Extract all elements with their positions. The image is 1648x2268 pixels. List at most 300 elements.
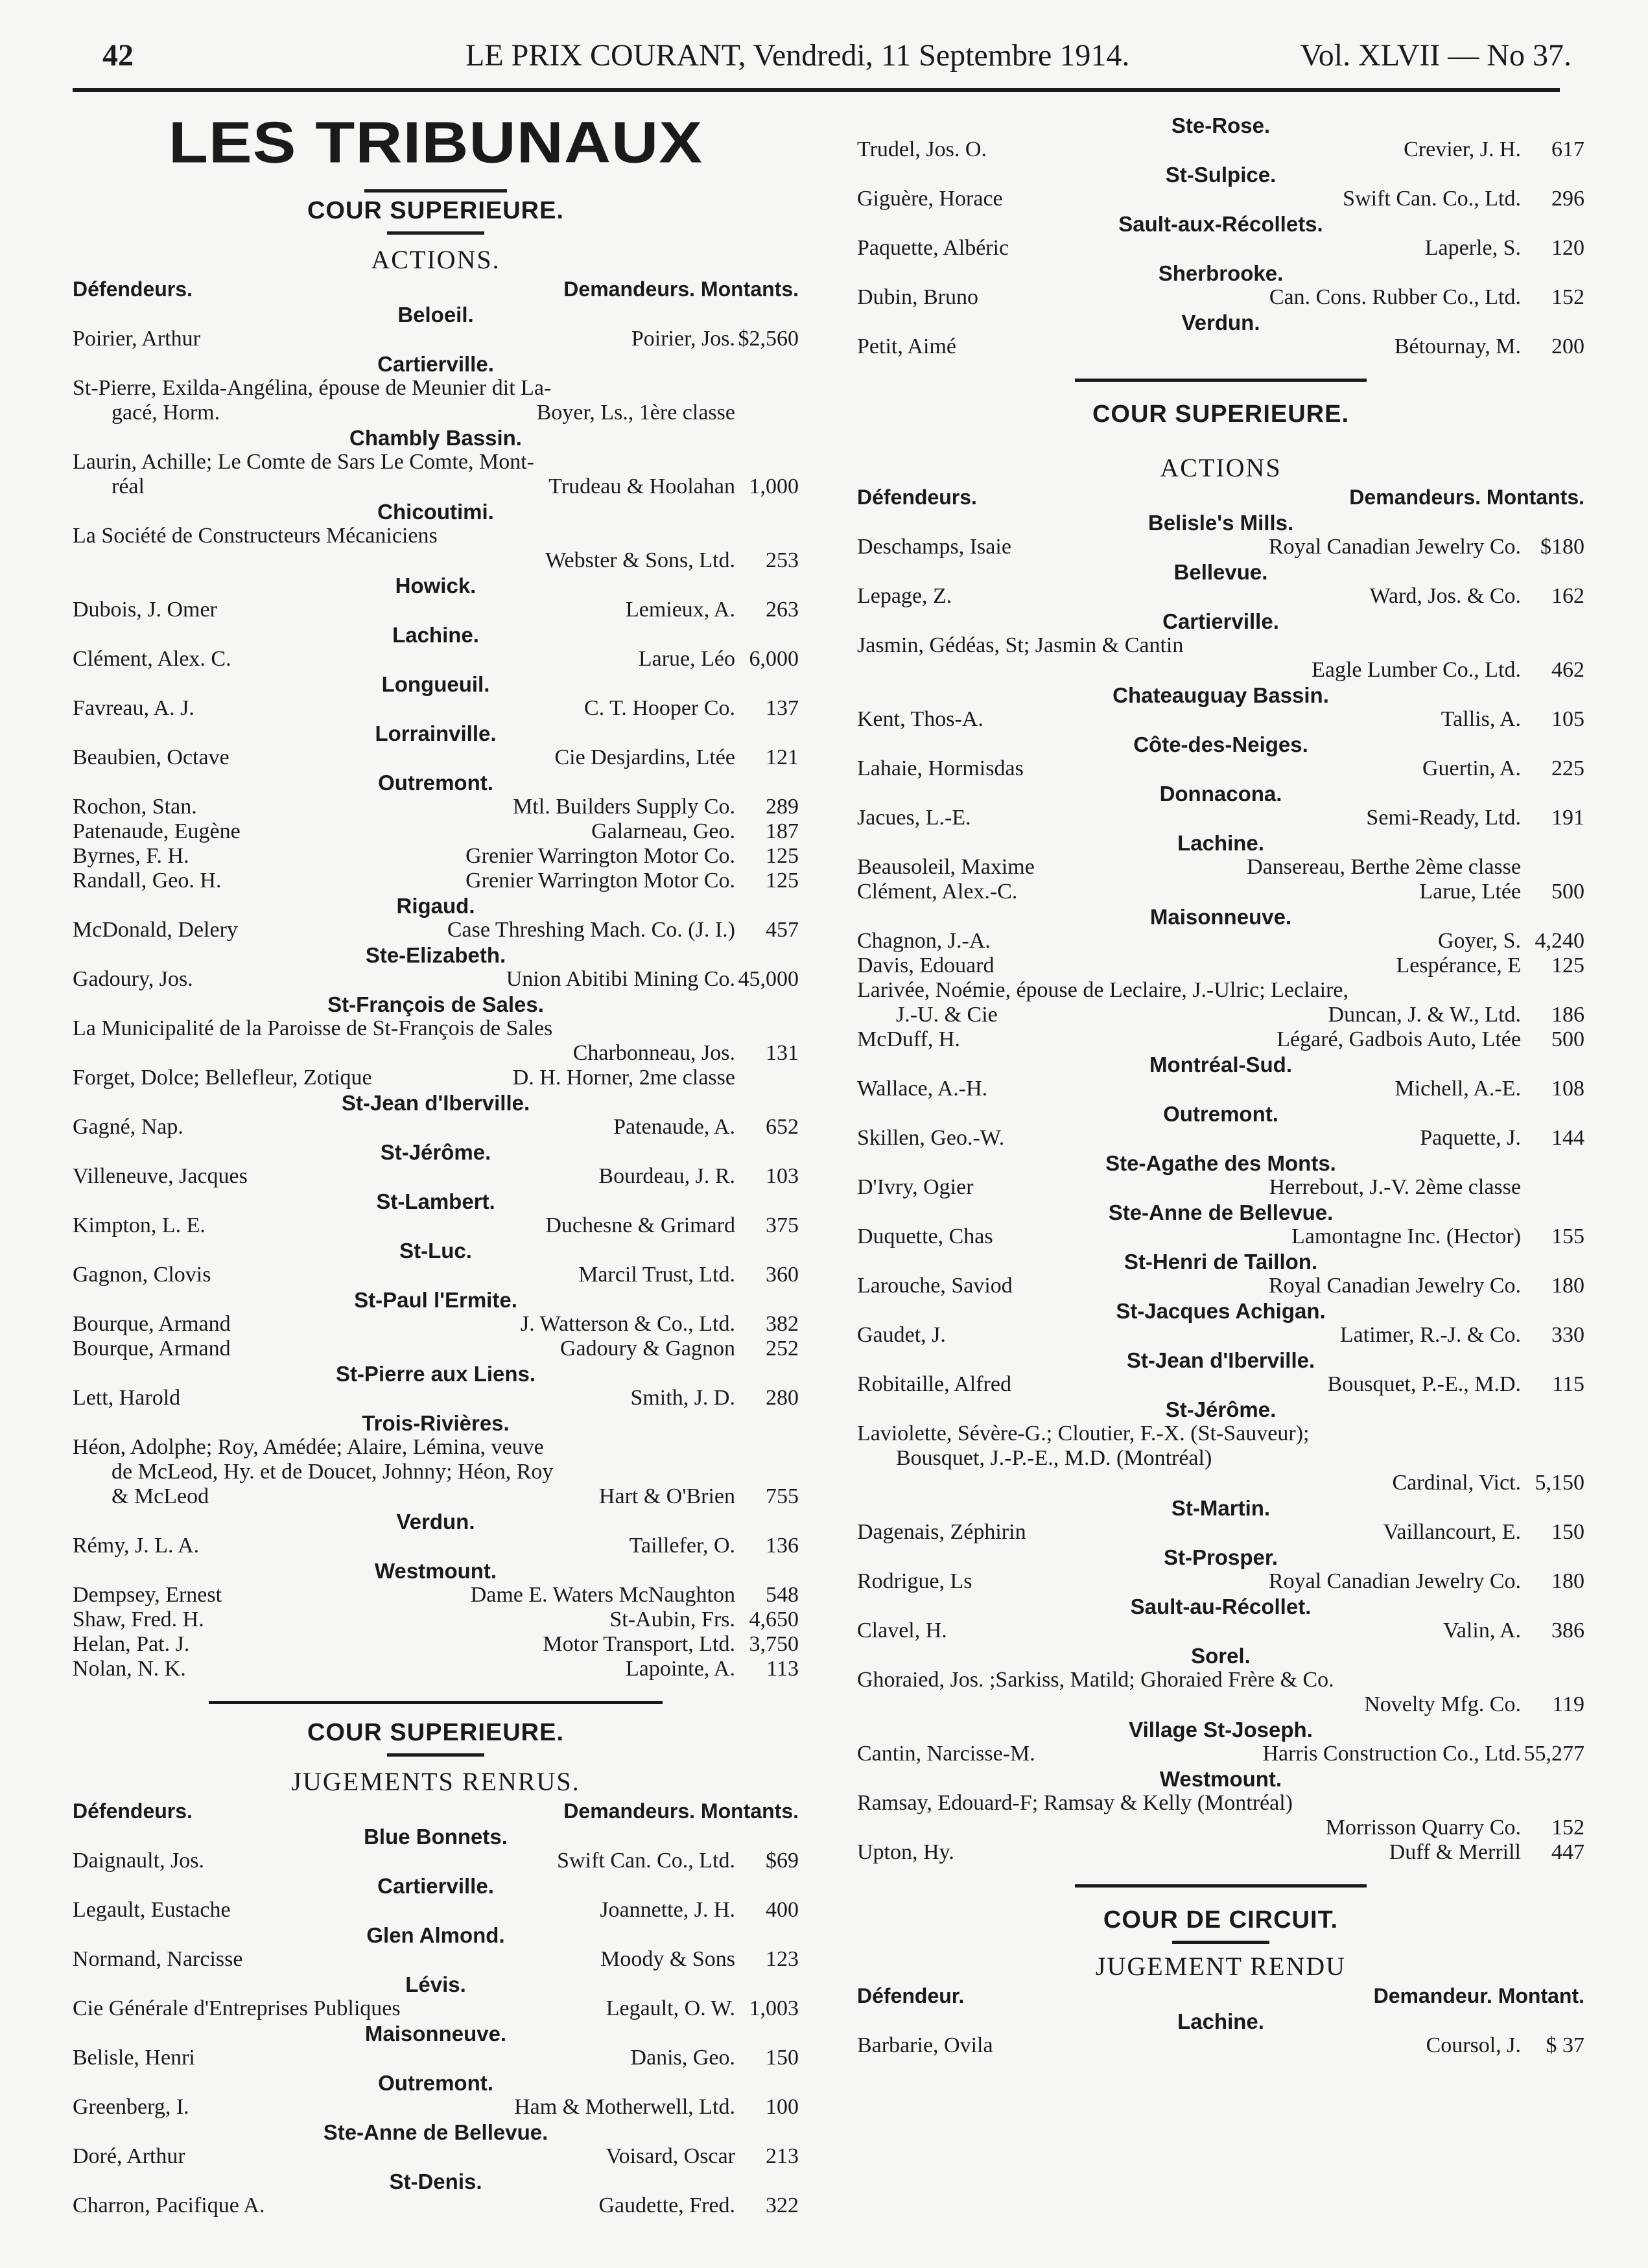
publication-title: LE PRIX COURANT, Vendredi, 11 Septembre 1914. [465, 38, 1130, 73]
entry-wrapped [849, 633, 1592, 658]
place-heading: Ste-Rose. [1171, 113, 1271, 137]
place-heading: Lachine. [392, 623, 479, 647]
plaintiff-name: Semi-Ready, Ltd. [1366, 806, 1521, 830]
amount: 4,650 [749, 1607, 799, 1631]
defendant-name: Clavel, H. [857, 1619, 947, 1643]
defendant-name: McDuff, H. [857, 1027, 960, 1051]
entry-line [65, 1337, 806, 1361]
plaintiff-name: Swift Can. Co., Ltd. [1343, 187, 1521, 211]
defendant-name: gacé, Horm. [112, 401, 220, 425]
plaintiff-name: Can. Cons. Rubber Co., Ltd. [1269, 285, 1521, 309]
amount: 1,000 [749, 474, 799, 498]
amount: 155 [1551, 1224, 1584, 1248]
defendant-name: Trudel, Jos. O. [857, 137, 987, 161]
amount: $2,560 [738, 327, 799, 351]
plaintiffs-amounts-header: Demandeurs. Montants. [563, 1799, 799, 1823]
place-heading: Ste-Anne de Bellevue. [1108, 1200, 1334, 1224]
entry-line [65, 598, 806, 622]
left-column [65, 91, 806, 2218]
plaintiff-name: Légaré, Gadbois Auto, Ltée [1277, 1027, 1521, 1051]
place-heading: Montréal-Sud. [1149, 1053, 1292, 1077]
entry-line [849, 806, 1592, 830]
actions-list [849, 511, 1592, 1865]
entry-line [65, 967, 806, 992]
plaintiff-name: Duchesne & Grimard [545, 1213, 735, 1237]
defendant-name: Shaw, Fred. H. [73, 1607, 204, 1631]
defendant-name: & McLeod [112, 1484, 209, 1508]
amount: 152 [1551, 285, 1584, 309]
defendant-name: Paquette, Albéric [857, 236, 1009, 260]
place-heading: Lachine. [1177, 831, 1264, 855]
place-heading: St-Luc. [399, 1239, 472, 1263]
plaintiff-name: Charbonneau, Jos. [572, 1041, 735, 1065]
defendant-line: Laurin, Achille; Le Comte de Sars Le Comte, Mont- [73, 450, 534, 474]
entry-line [65, 1213, 806, 1238]
defendant-name: Petit, Aimé [857, 334, 956, 358]
amount: 280 [766, 1386, 799, 1410]
entry-line [65, 1115, 806, 1140]
defendants-header: Défendeurs. [73, 277, 193, 301]
plaintiff-name: Tallis, A. [1441, 707, 1521, 731]
defendant-name: Daignault, Jos. [73, 1849, 205, 1873]
amount: 136 [766, 1534, 799, 1558]
entry-line [849, 1816, 1592, 1840]
entry-line [849, 855, 1592, 880]
defendant-name: réal [112, 474, 145, 498]
amount: 180 [1551, 1569, 1584, 1593]
amount: 360 [766, 1263, 799, 1287]
amount: 462 [1551, 658, 1584, 682]
defendant-name: Gaudet, J. [857, 1323, 946, 1347]
defendant-name: Charron, Pacifique A. [73, 2193, 265, 2217]
amount: 150 [766, 2046, 799, 2070]
defendant-name: Villeneuve, Jacques [73, 1164, 248, 1188]
amount: 457 [766, 918, 799, 942]
defendant-line: La Municipalité de la Paroisse de St-François de Sales [73, 1016, 553, 1040]
place-heading: Sherbrooke. [1158, 261, 1284, 285]
place-heading: St-Pierre aux Liens. [335, 1362, 536, 1386]
place-heading: Chateauguay Bassin. [1112, 683, 1329, 707]
defendant-name: Kent, Thos-A. [857, 707, 983, 731]
plaintiff-name: St-Aubin, Frs. [609, 1607, 735, 1631]
defendant-name: Gagné, Nap. [73, 1115, 183, 1139]
place-heading: Outremont. [378, 2071, 493, 2095]
place-heading: St-Jérôme. [380, 1140, 491, 1164]
defendant-line: Jasmin, Gédéas, St; Jasmin & Cantin [857, 633, 1184, 657]
defendant-name: Gagnon, Clovis [73, 1263, 211, 1287]
defendant-name: Chagnon, J.-A. [857, 929, 991, 953]
amount: 150 [1551, 1520, 1584, 1544]
amount: 225 [1551, 756, 1584, 780]
entry-line [849, 1003, 1592, 1027]
plaintiff-name: Bousquet, P.-E., M.D. [1327, 1372, 1521, 1396]
amount: 180 [1551, 1274, 1584, 1298]
plaintiff-name: Galarneau, Geo. [591, 819, 735, 843]
entry-line [65, 1066, 806, 1090]
place-heading: Howick. [395, 574, 477, 598]
defendant-name: Cantin, Narcisse-M. [857, 1742, 1035, 1766]
section-heading: COUR SUPERIEURE. [307, 197, 565, 224]
defendant-name: D'Ivry, Ogier [857, 1175, 974, 1199]
place-heading: Outremont. [378, 771, 493, 795]
actions-list [65, 303, 806, 1681]
amount: 289 [766, 795, 799, 819]
place-heading: Cartierville. [377, 352, 494, 376]
defendant-header: Défendeur. [857, 1984, 965, 2007]
amount: 5,150 [1535, 1471, 1584, 1495]
amount: 755 [766, 1484, 799, 1508]
heading-rule [387, 231, 484, 235]
place-heading: St-Henri de Taillon. [1124, 1250, 1318, 1274]
entry-line [849, 236, 1592, 261]
place-heading: Beloeil. [397, 303, 474, 327]
plaintiff-name: Duff & Merrill [1389, 1840, 1521, 1864]
amount: $ 37 [1546, 2033, 1584, 2057]
plaintiff-name: Joannette, J. H. [600, 1898, 735, 1922]
amount: 386 [1551, 1619, 1584, 1643]
entry-line [849, 1520, 1592, 1545]
section-heading: COUR DE CIRCUIT. [1103, 1906, 1339, 1934]
place-heading: Cartierville. [377, 1874, 494, 1898]
place-heading: Cartierville. [1162, 609, 1279, 633]
plaintiff-name: Lamontagne Inc. (Hector) [1291, 1224, 1521, 1248]
entry-line [65, 401, 806, 425]
entry-line [849, 1791, 1592, 1816]
page-number: 42 [102, 38, 134, 73]
defendant-name: Lepage, Z. [857, 584, 952, 608]
amount: 4,240 [1535, 929, 1584, 953]
plaintiff-name: Novelty Mfg. Co. [1364, 1692, 1521, 1716]
plaintiff-name: Smith, J. D. [630, 1386, 735, 1410]
amount: 115 [1552, 1372, 1584, 1396]
amount: 162 [1551, 584, 1584, 608]
amount: 119 [1552, 1692, 1584, 1716]
defendant-name: Wallace, A.-H. [857, 1077, 988, 1101]
section-subheading: JUGEMENT RENDU [1095, 1952, 1347, 1981]
amount: 447 [1551, 1840, 1584, 1864]
entry-line [65, 474, 806, 499]
amount: 187 [766, 819, 799, 843]
plaintiff-name: Guertin, A. [1422, 756, 1521, 780]
amount: 375 [766, 1213, 799, 1237]
entry-line [65, 1632, 806, 1657]
defendant-name: Normand, Narcisse [73, 1947, 243, 1971]
column-headers [849, 484, 1592, 510]
entry-wrapped [65, 376, 806, 401]
amount: 125 [766, 844, 799, 868]
entry-line [849, 2033, 1592, 2058]
plaintiff-name: Royal Canadian Jewelry Co. [1268, 535, 1521, 559]
defendants-header: Défendeurs. [73, 1799, 193, 1823]
amount: 252 [766, 1337, 799, 1361]
plaintiff-name: Lemieux, A. [625, 598, 735, 622]
plaintiff-name: Goyer, S. [1437, 929, 1521, 953]
entry-line [65, 1849, 806, 1873]
entry-line [65, 647, 806, 672]
circuit-judgment-list [849, 2010, 1592, 2058]
place-heading: Ste-Elizabeth. [365, 943, 506, 967]
plaintiff-name: Bétournay, M. [1394, 334, 1521, 358]
amount: 330 [1551, 1323, 1584, 1347]
amount: 105 [1551, 707, 1584, 731]
plaintiff-name: Cie Desjardins, Ltée [554, 745, 735, 769]
section-rule [1075, 379, 1367, 382]
entry-line [849, 707, 1592, 732]
volume-number: Vol. XLVII — No 37. [1300, 38, 1571, 73]
place-heading: Lévis. [405, 1972, 466, 1996]
entry-line [849, 658, 1592, 683]
entry-line [65, 1312, 806, 1337]
plaintiff-name: Crevier, J. H. [1404, 137, 1521, 161]
plaintiff-name: Latimer, R.-J. & Co. [1339, 1323, 1521, 1347]
plaintiff-name: Morrisson Quarry Co. [1325, 1816, 1521, 1840]
entry-line [65, 1607, 806, 1632]
entry-line [65, 745, 806, 770]
amount: 123 [766, 1947, 799, 1971]
defendant-name: Poirier, Arthur [73, 327, 200, 351]
amount: 500 [1551, 1027, 1584, 1051]
entry-line [65, 1657, 806, 1681]
right-column [849, 91, 1592, 2058]
plaintiff-name: Gaudette, Fred. [598, 2193, 735, 2217]
page-header [73, 32, 1574, 84]
entry-wrapped [65, 1016, 806, 1041]
plaintiff-name: Ham & Motherwell, Ltd. [514, 2095, 735, 2119]
plaintiff-name: Union Abitibi Mining Co. [506, 967, 735, 991]
amount: 548 [766, 1583, 799, 1607]
section-heading: COUR SUPERIEURE. [307, 1719, 565, 1746]
defendant-name: Bourque, Armand [73, 1337, 231, 1361]
place-heading: St-Denis. [389, 2169, 482, 2193]
plaintiff-name: C. T. Hooper Co. [584, 696, 735, 720]
defendant-name: Dempsey, Ernest [73, 1583, 222, 1607]
entry-line [849, 880, 1592, 904]
defendant-name: Nolan, N. K. [73, 1657, 186, 1681]
plaintiff-name: Lapointe, A. [625, 1657, 735, 1681]
plaintiff-name: Larue, Ltée [1419, 880, 1521, 904]
amount: 500 [1551, 880, 1584, 904]
amount: 55,277 [1524, 1742, 1584, 1766]
amount: 113 [766, 1657, 799, 1681]
entry-line [849, 137, 1592, 162]
place-heading: Côte-des-Neiges. [1133, 732, 1308, 756]
defendant-name: Deschamps, Isaie [857, 535, 1011, 559]
plaintiff-name: Marcil Trust, Ltd. [578, 1263, 735, 1287]
defendant-line: La Société de Constructeurs Mécaniciens [73, 524, 438, 548]
place-heading: Ste-Agathe des Monts. [1105, 1151, 1336, 1175]
place-heading: St-Jacques Achigan. [1116, 1299, 1326, 1323]
entry-line [849, 187, 1592, 211]
entry-line [849, 1471, 1592, 1495]
plaintiff-name: Hart & O'Brien [598, 1484, 735, 1508]
defendant-line: Héon, Adolphe; Roy, Amédée; Alaire, Lémina, veuve [73, 1435, 544, 1459]
heading-rule [387, 1753, 484, 1757]
place-heading: Lachine. [1177, 2009, 1264, 2033]
defendant-name: Clément, Alex. C. [73, 647, 231, 671]
entry-line [65, 2046, 806, 2070]
plaintiff-name: Ward, Jos. & Co. [1369, 584, 1521, 608]
place-heading: Sorel. [1191, 1644, 1251, 1668]
entry-line [65, 2095, 806, 2120]
defendant-name: Dagenais, Zéphirin [857, 1520, 1026, 1544]
entry-line [65, 327, 806, 351]
defendant-name: Lahaie, Hormisdas [857, 756, 1024, 780]
defendant-name: Dubois, J. Omer [73, 598, 217, 622]
entry-line [849, 1126, 1592, 1151]
entry-wrapped [65, 1435, 806, 1484]
column-headers [65, 1798, 806, 1824]
plaintiff-name: Gadoury & Gagnon [559, 1337, 735, 1361]
plaintiff-name: Webster & Sons, Ltd. [545, 548, 735, 572]
judgments-list [65, 1825, 806, 2218]
amount: 186 [1551, 1003, 1584, 1027]
entry-line [65, 819, 806, 844]
entry-line [849, 1175, 1592, 1200]
defendant-name: Upton, Hy. [857, 1840, 954, 1864]
place-heading: Ste-Anne de Bellevue. [323, 2120, 548, 2144]
amount: 125 [1551, 953, 1584, 977]
defendant-line: de McLeod, Hy. et de Doucet, Johnny; Héon, Roy [112, 1460, 554, 1484]
plaintiff-name: Eagle Lumber Co., Ltd. [1312, 658, 1521, 682]
plaintiff-name: Swift Can. Co., Ltd. [557, 1849, 735, 1873]
defendant-name: Gadoury, Jos. [73, 967, 193, 991]
amount: 382 [766, 1312, 799, 1336]
entry-line [849, 285, 1592, 310]
defendant-line: Bousquet, J.-P.-E., M.D. (Montréal) [896, 1446, 1212, 1470]
defendant-line: Larivée, Noémie, épouse de Leclaire, J.-Ulric; Leclaire, [857, 978, 1348, 1002]
section-rule [1075, 1884, 1367, 1888]
entry-wrapped [849, 978, 1592, 1003]
defendant-name: Doré, Arthur [73, 2144, 185, 2168]
defendant-name: Skillen, Geo.-W. [857, 1126, 1005, 1150]
place-heading: Blue Bonnets. [364, 1825, 508, 1849]
amount: 100 [766, 2095, 799, 2119]
plaintiff-name: Royal Canadian Jewelry Co. [1268, 1274, 1521, 1298]
plaintiff-name: Harris Construction Co., Ltd. [1262, 1742, 1521, 1766]
amount: 213 [766, 2144, 799, 2168]
continued-actions-list [849, 114, 1592, 359]
defendant-name: Kimpton, L. E. [73, 1213, 206, 1237]
section-subheading: JUGEMENTS RENRUS. [291, 1767, 580, 1796]
plaintiff-name: Royal Canadian Jewelry Co. [1268, 1569, 1521, 1593]
place-heading: Bellevue. [1173, 560, 1268, 584]
plaintiff-name: Duncan, J. & W., Ltd. [1328, 1003, 1521, 1027]
entry-line [65, 696, 806, 721]
place-heading: Verdun. [1181, 310, 1260, 334]
plaintiff-name: Grenier Warrington Motor Co. [465, 869, 735, 893]
plaintiff-name: Lespérance, E [1396, 953, 1521, 977]
place-heading: Sault-aux-Récollets. [1118, 212, 1323, 236]
place-heading: Rigaud. [396, 894, 475, 918]
entry-wrapped [849, 1446, 1592, 1471]
entry-line [65, 844, 806, 869]
amount: 131 [766, 1041, 799, 1065]
place-heading: Donnacona. [1159, 782, 1282, 806]
place-heading: Verdun. [396, 1510, 475, 1534]
section-subheading: ACTIONS [1160, 453, 1282, 482]
place-heading: Glen Almond. [366, 1923, 505, 1947]
defendant-name: Lett, Harold [73, 1386, 181, 1410]
place-heading: Maisonneuve. [1149, 905, 1292, 929]
defendant-name: Giguère, Horace [857, 187, 1003, 211]
place-heading: St-Lambert. [376, 1189, 495, 1213]
amount: 103 [766, 1164, 799, 1188]
amount: 45,000 [738, 967, 799, 991]
plaintiff-name: Valin, A. [1443, 1619, 1521, 1643]
amount: 191 [1551, 806, 1584, 830]
section-subheading: ACTIONS. [371, 245, 500, 274]
defendant-name: Larouche, Saviod [857, 1274, 1013, 1298]
amount: 652 [766, 1115, 799, 1139]
place-heading: Belisle's Mills. [1148, 511, 1294, 535]
entry-line [849, 953, 1592, 978]
defendant-name: J.-U. & Cie [896, 1003, 998, 1027]
place-heading: Westmount. [374, 1559, 497, 1583]
place-heading: Lorrainville. [375, 721, 497, 745]
entry-line [65, 1583, 806, 1607]
plaintiff-name: D. H. Horner, 2me classe [512, 1066, 735, 1090]
entry-line [849, 1077, 1592, 1101]
entry-line [849, 1372, 1592, 1397]
entry-line [65, 2144, 806, 2169]
plaintiff-name: Patenaude, A. [613, 1115, 735, 1139]
entry-line [849, 1274, 1592, 1298]
defendant-name: Robitaille, Alfred [857, 1372, 1011, 1396]
plaintiff-name: Motor Transport, Ltd. [543, 1632, 735, 1656]
defendant-name: Beaubien, Octave [73, 745, 230, 769]
defendant-name: Davis, Edouard [857, 953, 995, 977]
amount: 137 [766, 696, 799, 720]
entry-line [65, 795, 806, 819]
column-headers [65, 276, 806, 302]
amount: 144 [1551, 1126, 1584, 1150]
defendant-name: Helan, Pat. J. [73, 1632, 190, 1656]
defendant-name: Greenberg, I. [73, 2095, 189, 2119]
plaintiff-name: Dansereau, Berthe 2ème classe [1247, 855, 1521, 879]
defendant-name: Belisle, Henri [73, 2046, 195, 2070]
defendant-name: Patenaude, Eugène [73, 819, 241, 843]
amount: 3,750 [749, 1632, 799, 1656]
page-title: LES TRIBUNAUX [168, 110, 703, 176]
defendant-name: Barbarie, Ovila [857, 2033, 993, 2057]
amount: 200 [1551, 334, 1584, 358]
entry-line [849, 929, 1592, 953]
place-heading: Longueuil. [381, 672, 490, 696]
entry-line [849, 756, 1592, 781]
entry-line [65, 1947, 806, 1972]
entry-line [849, 1619, 1592, 1643]
place-heading: Trois-Rivières. [362, 1411, 510, 1435]
amount: $180 [1540, 535, 1584, 559]
amount: 617 [1551, 137, 1584, 161]
defendant-name: Rochon, Stan. [73, 795, 197, 819]
plaintiff-name: Trudeau & Hoolahan [548, 474, 735, 498]
plaintiff-name: Legault, O. W. [606, 1996, 735, 2020]
entry-line [849, 1569, 1592, 1594]
plaintiff-name: Coursol, J. [1426, 2033, 1521, 2057]
defendant-name: Ramsay, Edouard-F; Ramsay & Kelly (Montréal) [857, 1791, 1293, 1815]
place-heading: St-Jérôme. [1165, 1397, 1277, 1421]
entry-line [65, 1164, 806, 1189]
plaintiff-name: Case Threshing Mach. Co. (J. I.) [447, 918, 735, 942]
defendant-name: Clément, Alex.-C. [857, 880, 1018, 904]
defendant-name: Cie Générale d'Entreprises Publiques [73, 1996, 401, 2020]
place-heading: St-Jean d'Iberville. [341, 1091, 530, 1115]
amount: 322 [766, 2193, 799, 2217]
amount: 152 [1551, 1816, 1584, 1840]
entry-line [849, 584, 1592, 609]
entry-line [65, 1484, 806, 1509]
